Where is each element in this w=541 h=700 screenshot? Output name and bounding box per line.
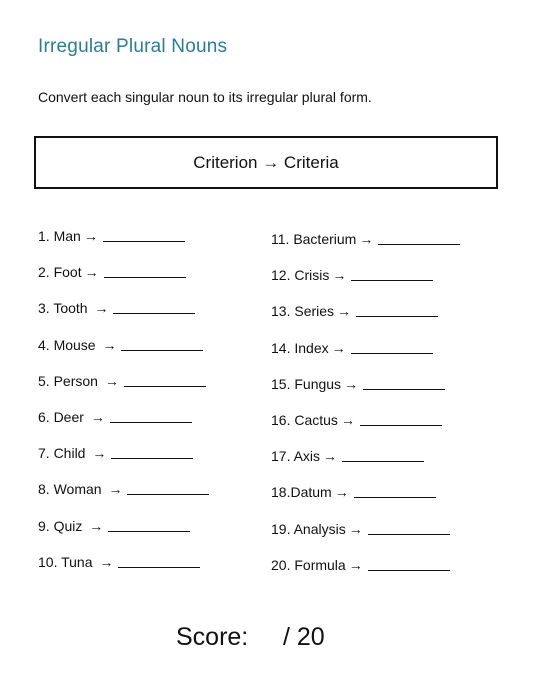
question-item [271,410,460,446]
question-word: 5. Person [38,372,102,389]
arrow-icon: → [340,411,355,428]
question-item [38,516,209,552]
question-word: 6. Deer [38,408,88,425]
arrow-icon: → [337,303,352,320]
question-item [38,407,209,443]
question-item [271,519,460,555]
question-item [271,265,460,301]
answer-blank[interactable] [342,446,424,462]
question-item [271,229,460,265]
question-word: 14. Index [271,339,329,356]
arrow-icon: → [94,300,109,317]
question-word: 15. Fungus [271,375,342,392]
question-item [38,552,209,588]
question-word: 3. Tooth [38,300,92,317]
instructions-text: Convert each singular noun to its irregular plural form. [38,89,372,105]
question-word: 16. Cactus [271,411,338,428]
arrow-icon: → [348,520,363,537]
score-total: / 20 [283,623,325,651]
answer-blank[interactable] [127,479,209,495]
question-item [38,443,209,479]
question-item [271,374,460,410]
arrow-icon: → [344,375,359,392]
question-word: 12. Crisis [271,267,330,284]
arrow-icon: → [359,231,374,247]
answer-blank[interactable] [118,552,200,568]
question-word: 10. Tuna [38,553,97,570]
answer-blank[interactable] [104,262,186,278]
answer-blank[interactable] [124,371,206,387]
arrow-icon: → [332,267,347,284]
question-word: 2. Foot [38,264,82,281]
score-label: Score: [176,623,249,651]
question-word: 19. Analysis [271,520,346,537]
question-item [271,555,460,591]
arrow-icon: → [99,553,114,570]
question-item [38,335,209,371]
answer-blank[interactable] [356,301,438,317]
question-item [271,301,460,337]
arrow-icon: → [102,336,117,353]
answer-blank[interactable] [111,443,193,459]
example-box [34,136,498,189]
answer-blank[interactable] [363,374,445,390]
question-word: 1. Man [38,228,81,244]
question-item [38,479,209,515]
answer-blank[interactable] [108,516,190,532]
question-word: 9. Quiz [38,517,87,534]
arrow-icon: → [108,481,123,498]
answer-blank[interactable] [354,482,436,498]
question-word: 11. Bacterium [271,231,357,247]
arrow-icon: → [334,484,349,501]
arrow-icon: → [92,445,107,462]
arrow-icon: → [90,408,105,425]
question-word: 8. Woman [38,481,106,498]
score-line [176,623,325,652]
question-word: 7. Child [38,445,90,462]
arrow-icon: → [89,517,104,534]
left-question-column [38,226,209,588]
question-item [38,298,209,334]
right-question-column [271,229,460,591]
answer-blank[interactable] [110,407,192,423]
page-title: Irregular Plural Nouns [38,36,228,57]
answer-blank[interactable] [378,229,460,245]
question-word: 17. Axis [271,448,321,465]
question-word: 18.Datum [271,484,332,501]
question-item [38,262,209,298]
answer-blank[interactable] [351,265,433,281]
question-word: 20. Formula [271,556,346,573]
arrow-icon: → [331,339,346,356]
question-item [271,446,460,482]
question-word: 13. Series [271,303,335,320]
question-word: 4. Mouse [38,336,100,353]
answer-blank[interactable] [103,226,185,242]
question-item [38,226,209,262]
example-text: Criterion → Criteria [193,152,339,172]
arrow-icon: → [323,448,338,465]
answer-blank[interactable] [368,555,450,571]
answer-blank[interactable] [351,338,433,354]
question-item [271,482,460,518]
arrow-icon: → [104,372,119,389]
arrow-icon: → [348,556,363,573]
question-item [271,338,460,374]
arrow-icon: → [84,264,99,281]
answer-blank[interactable] [360,410,442,426]
arrow-icon: → [83,228,98,244]
answer-blank[interactable] [121,335,203,351]
answer-blank[interactable] [113,298,195,314]
answer-blank[interactable] [368,519,450,535]
question-item [38,371,209,407]
